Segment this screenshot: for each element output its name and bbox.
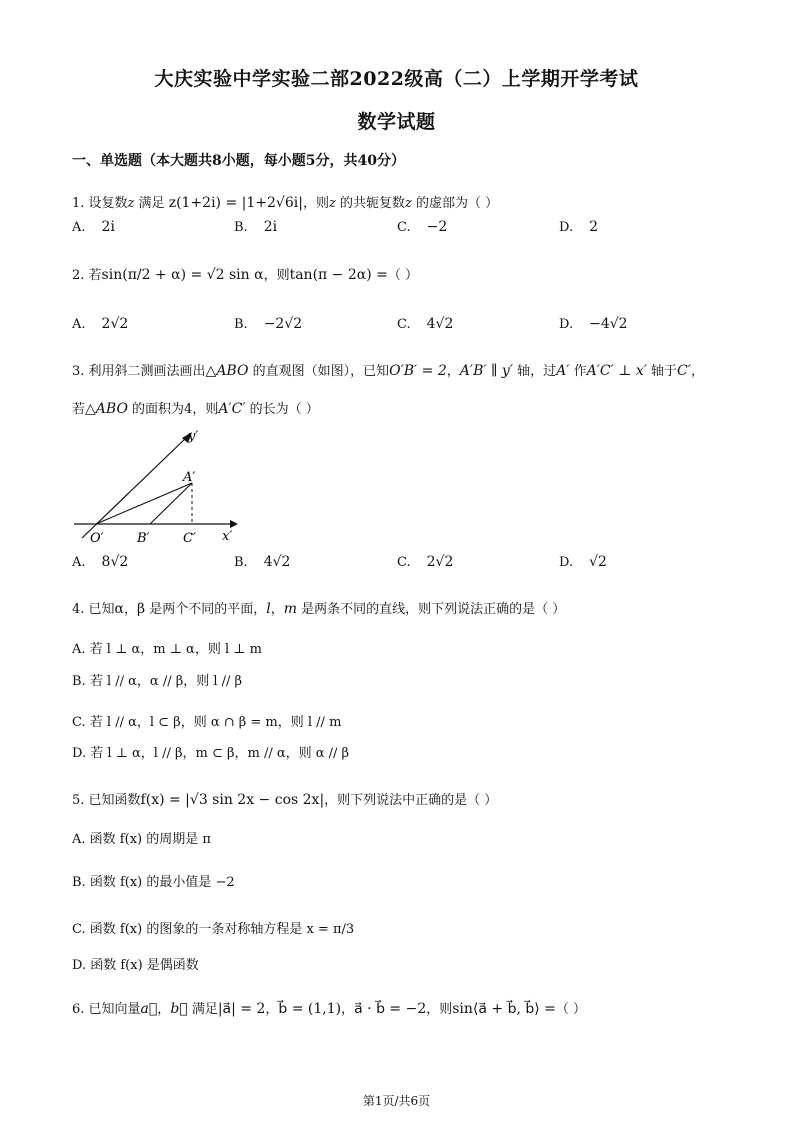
q1-option-b[interactable]: B. 2i [234, 219, 278, 235]
label-x: x′ [222, 529, 233, 544]
question-3-stem-line-2: 若△ABO 的面积为4，则A′C′ 的长为（ ） [72, 401, 319, 417]
q4-option-c[interactable]: C. 若 l // α，l ⊂ β，则 α ∩ β = m，则 l // m [72, 715, 342, 730]
q3-option-c[interactable]: C. 2√2 [397, 554, 454, 570]
q1-option-c[interactable]: C. −2 [397, 219, 448, 235]
q5-option-d[interactable]: D. 函数 f(x) 是偶函数 [72, 958, 199, 973]
q3-option-d[interactable]: D. √2 [559, 554, 607, 570]
q2-option-b[interactable]: B. −2√2 [234, 316, 303, 332]
q2-expression-2: tan(π − 2α) = [289, 267, 388, 283]
q5-option-b[interactable]: B. 函数 f(x) 的最小值是 −2 [72, 875, 235, 890]
label-o: O′ [90, 531, 104, 546]
question-1-stem: 1. 设复数z 满足 z(1+2i) = |1+2√6i|，则z 的共轭复数z 的虚部为（ ） [72, 195, 499, 211]
q3-option-b[interactable]: B. 4√2 [234, 554, 291, 570]
q5-option-a[interactable]: A. 函数 f(x) 的周期是 π [72, 832, 211, 847]
q2-expression: sin(π/2 + α) = √2 sin α [101, 267, 264, 283]
question-6-stem: 6. 已知向量a⃗，b⃗ 满足|a⃗| = 2，b⃗ = (1,1)，a⃗ · b⃗ = −2，则sin⟨a⃗ + b⃗, b⃗⟩ =（ ） [72, 1001, 587, 1017]
exam-subtitle: 数学试题 [357, 111, 436, 133]
page-number: 第1页/共6页 [362, 1094, 431, 1108]
label-c: C′ [183, 531, 196, 546]
q2-option-a[interactable]: A. 2√2 [72, 316, 129, 332]
exam-title: 大庆实验中学实验二部2022级高（二）上学期开学考试 [154, 68, 639, 90]
q2-option-d[interactable]: D. −4√2 [559, 316, 628, 332]
label-b: B′ [137, 531, 150, 546]
section-heading: 一、单选题（本大题共8小题，每小题5分，共40分） [72, 153, 405, 169]
question-5-stem: 5. 已知函数f(x) = |√3 sin 2x − cos 2x|，则下列说法中正确的是（ ） [72, 792, 498, 808]
q3-oblique-figure [70, 424, 250, 554]
q4-option-a[interactable]: A. 若 l ⊥ α，m ⊥ α，则 l ⊥ m [72, 642, 262, 657]
question-4-stem: 4. 已知α，β 是两个不同的平面，l，m 是两条不同的直线，则下列说法正确的是（ ） [72, 601, 566, 617]
q5-expression: f(x) = |√3 sin 2x − cos 2x| [140, 792, 325, 808]
q1-option-d[interactable]: D. 2 [559, 219, 599, 235]
question-3-stem-line-1: 3. 利用斜二测画法画出△ABO 的直观图（如图），已知O′B′ = 2，A′B′ ∥ y′ 轴，过A′ 作A′C′ ⊥ x′ 轴于C′， [72, 363, 704, 379]
label-a: A′ [183, 470, 196, 485]
q4-option-d[interactable]: D. 若 l ⊥ α，l // β，m ⊂ β，m // α，则 α // β [72, 746, 350, 761]
q1-option-a[interactable]: A. 2i [72, 219, 115, 235]
q4-option-b[interactable]: B. 若 l // α，α // β，则 l // β [72, 674, 243, 689]
question-2-stem: 2. 若sin(π/2 + α) = √2 sin α，则tan(π − 2α) =（ ） [72, 267, 419, 283]
q3-option-a[interactable]: A. 8√2 [72, 554, 129, 570]
segment-b-a [150, 483, 192, 524]
q5-option-c[interactable]: C. 函数 f(x) 的图象的一条对称轴方程是 x = π/3 [72, 922, 355, 937]
x-axis-arrow [230, 520, 238, 528]
q1-expression: z(1+2i) = |1+2√6i| [168, 195, 303, 211]
label-y: y′ [188, 429, 199, 444]
segment-o-a [96, 483, 192, 524]
q2-option-c[interactable]: C. 4√2 [397, 316, 454, 332]
